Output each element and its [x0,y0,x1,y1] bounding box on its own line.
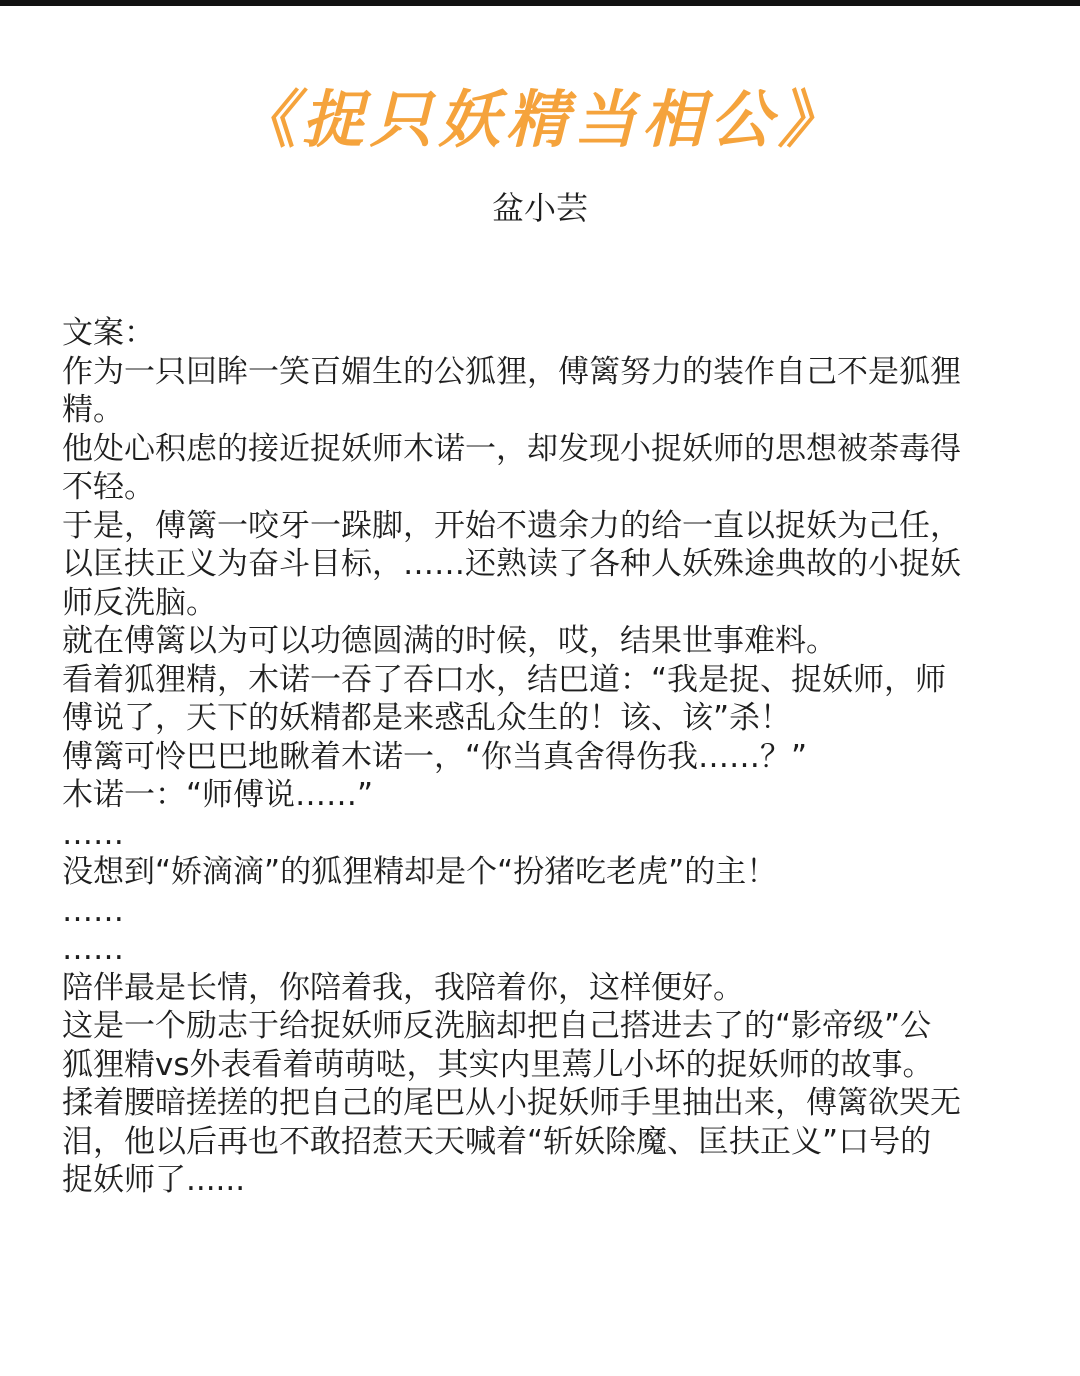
synopsis-line: 木诺一：“师傅说……” [62,777,374,813]
synopsis-line: 揉着腰暗搓搓的把自己的尾巴从小捉妖师手里抽出来，傅篱欲哭无 [62,1085,961,1121]
synopsis-line: 以匡扶正义为奋斗目标，……还熟读了各种人妖殊途典故的小捉妖 [62,546,961,582]
top-border [0,0,1080,6]
synopsis-line: 不轻。 [62,469,155,505]
book-title: 《捉只妖精当相公》 [233,83,846,156]
synopsis-line: 捉妖师了...... [62,1162,246,1198]
synopsis-line: 狐狸精vs外表看着萌萌哒，其实内里蔫儿小坏的捉妖师的故事。 [62,1046,934,1083]
author-name: 盆小芸 [491,189,588,227]
synopsis-line: 傅篱可怜巴巴地瞅着木诺一，“你当真舍得伤我……？” [62,738,808,775]
synopsis-heading: 文案： [62,315,155,351]
synopsis-line: 看着狐狸精，木诺一吞了吞口水，结巴道：“我是捉、捉妖师，师 [62,661,947,698]
synopsis-line: …… [62,815,124,852]
synopsis-line: 他处心积虑的接近捉妖师木诺一，却发现小捉妖师的思想被荼毒得 [62,430,961,467]
synopsis-line: …… [62,931,124,967]
synopsis-line: 就在傅篱以为可以功德圆满的时候，哎，结果世事难料。 [62,623,837,659]
synopsis-line: 这是一个励志于给捉妖师反洗脑却把自己搭进去了的“影帝级”公 [62,1008,932,1044]
synopsis-line: 精。 [62,392,124,428]
synopsis-line: 于是，傅篱一咬牙一跺脚，开始不遗余力的给一直以捉妖为己任， [62,507,961,544]
synopsis-line: 傅说了，天下的妖精都是来惑乱众生的！该、该”杀！ [62,700,792,736]
synopsis-body [62,314,1012,1200]
synopsis-line: 师反洗脑。 [62,584,217,621]
synopsis-line: 没想到“娇滴滴”的狐狸精却是个“扮猪吃老虎”的主！ [62,854,778,890]
synopsis-line: 陪伴最是长情，你陪着我，我陪着你，这样便好。 [62,969,744,1006]
synopsis-line: 泪，他以后再也不敢招惹天天喊着“斩妖除魔、匡扶正义”口号的 [62,1123,932,1160]
synopsis-line: 作为一只回眸一笑百媚生的公狐狸，傅篱努力的装作自己不是狐狸 [62,353,961,390]
synopsis-line: …… [62,892,124,929]
